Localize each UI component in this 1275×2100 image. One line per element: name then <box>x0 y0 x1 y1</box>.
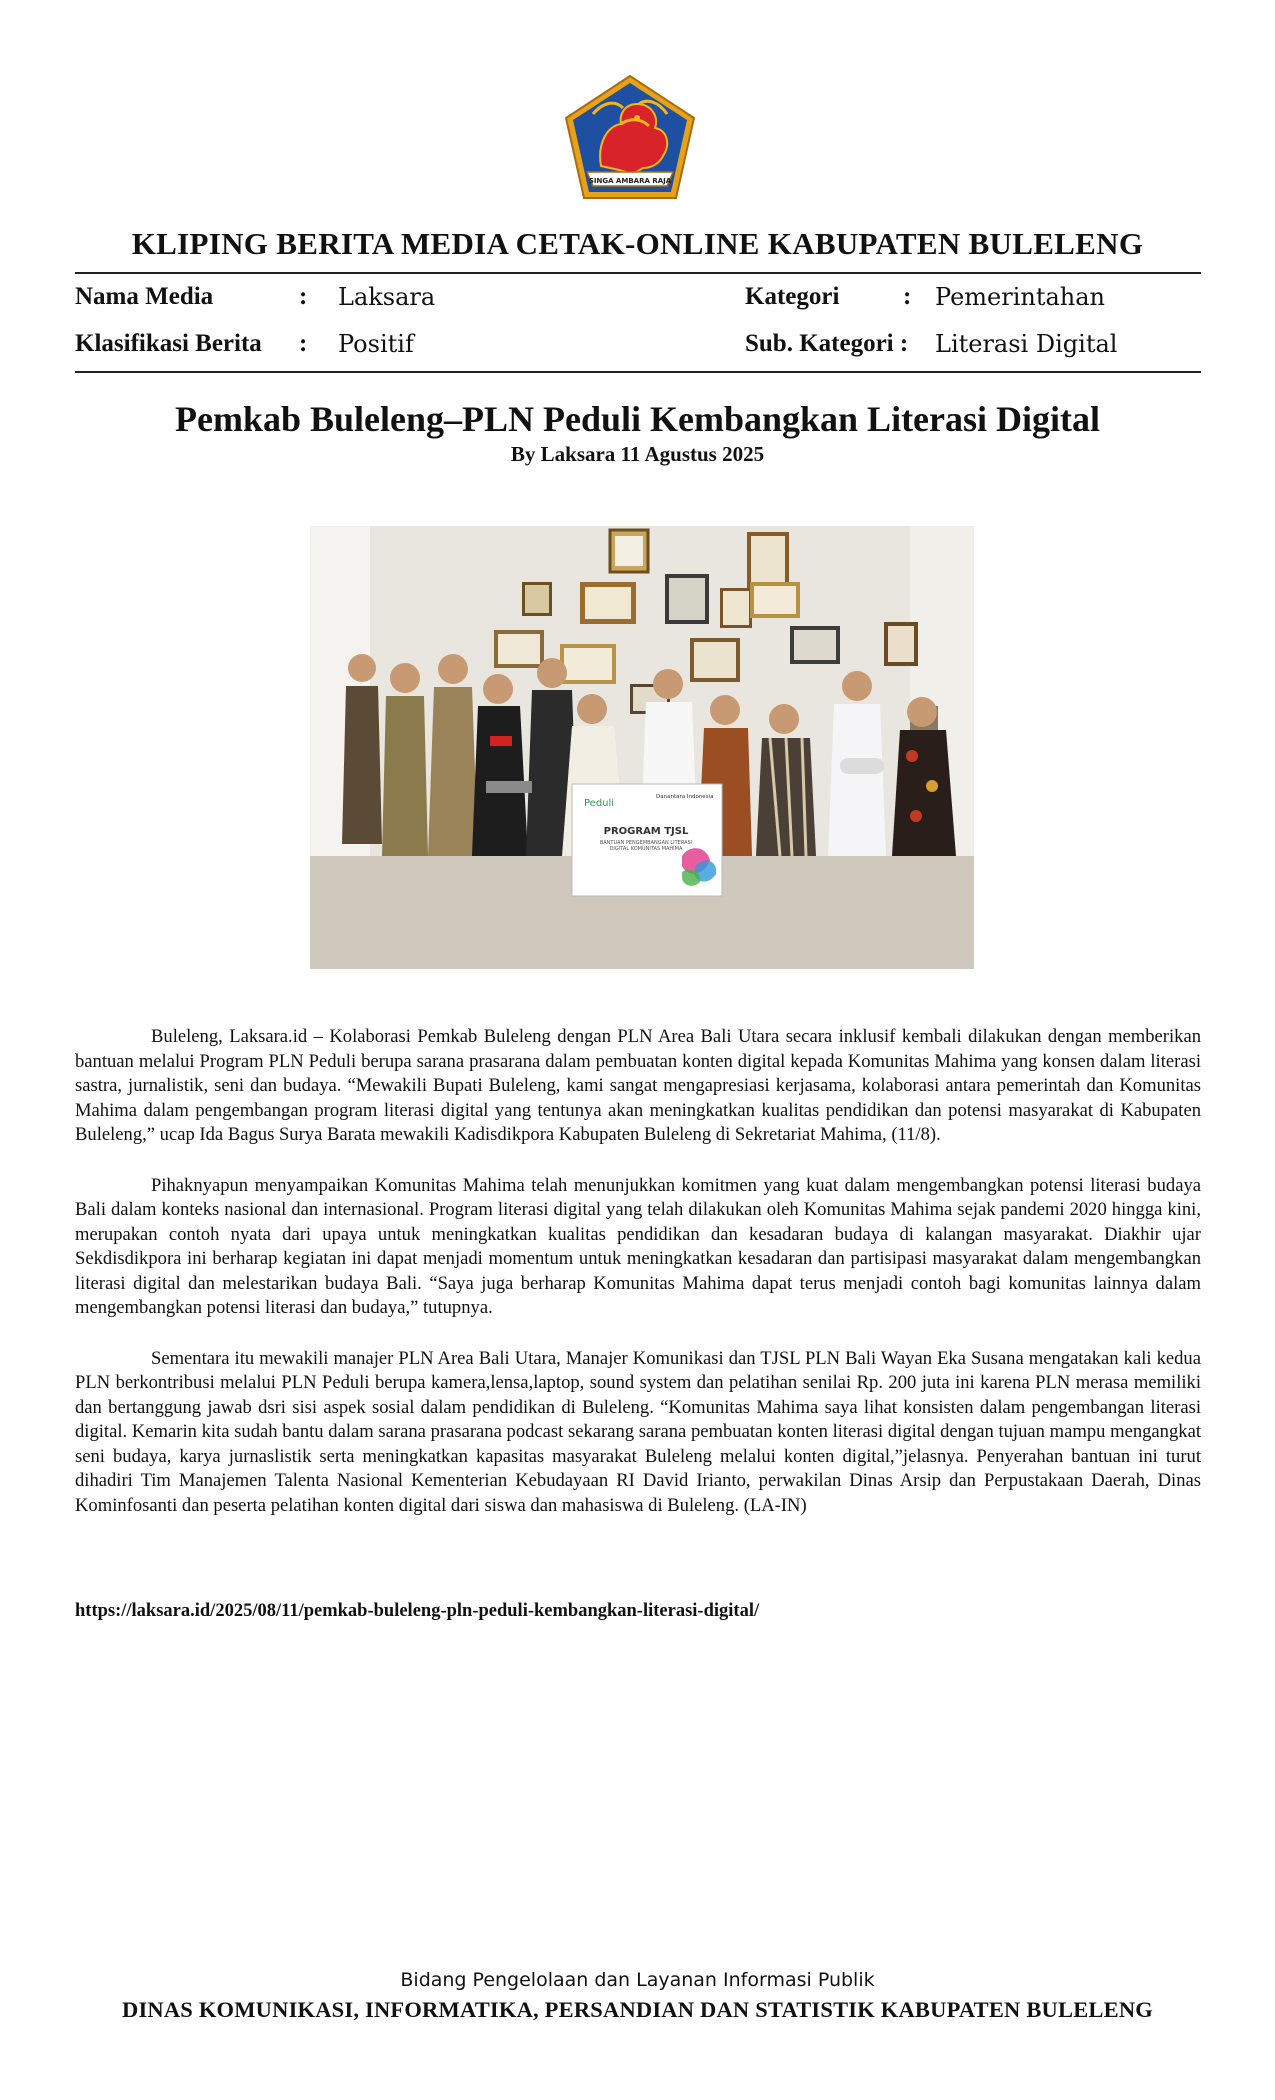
subcategory-label: Sub. Kategori : <box>745 330 909 357</box>
crest-motto: SINGA AMBARA RAJA <box>588 177 672 185</box>
source-link[interactable]: https://laksara.id/2025/08/11/pemkab-buleleng-pln-peduli-kembangkan-literasi-digital/ <box>75 1601 760 1621</box>
article-paragraph: Pihaknyapun menyampaikan Komunitas Mahima telah menunjukkan komitmen yang kuat dalam mengembangkan potensi literasi budaya Bali dalam konteks nasional dan internasional. Program literasi digital yang telah dilakukan oleh Komunitas Mahima sejak pandemi 2020 hingga kini, merupakan contoh nyata dari upaya untuk meningkatkan kualitas pendidikan dan kesadaran budaya di kalangan masyarakat. Diakhir ujar Sekdisdikpora ini berharap kegiatan ini dapat menjadi momentum untuk meningkatkan kesadaran dan partisipasi masyarakat dalam mengembangkan literasi digital dan melestarikan budaya Bali. “Saya juga berharap Komunitas Mahima dapat terus menjadi contoh bagi komunitas lainnya dalam mengembangkan potensi literasi dan budaya,” tutupnya. <box>75 1174 1201 1318</box>
media-name-value: Laksara <box>338 283 436 311</box>
article-body <box>75 1025 1201 1544</box>
category-label: Kategori <box>745 283 840 310</box>
document-header-title: KLIPING BERITA MEDIA CETAK-ONLINE KABUPATEN BULELENG <box>131 226 1144 261</box>
footer-title: DINAS KOMUNIKASI, INFORMATIKA, PERSANDIAN DAN STATISTIK KABUPATEN BULELENG <box>122 1997 1153 2022</box>
meta-row-media <box>0 283 1275 323</box>
header-divider <box>75 272 1201 274</box>
buleleng-crest-icon <box>563 74 697 202</box>
program-banner <box>572 784 722 896</box>
article-paragraph: Buleleng, Laksara.id – Kolaborasi Pemkab Buleleng dengan PLN Area Bali Utara secara inklusif kembali dilakukan dengan memberikan bantuan melalui Program PLN Peduli berupa sarana prasarana dalam pembuatan konten digital kepada Komunitas Mahima yang konsen dalam literasi sastra, jurnalistik, seni dan budaya. “Mewakili Bupati Buleleng, kami sangat mengapresiasi kerjasama, kolaborasi antara pemerintah dan Komunitas Mahima dalam pengembangan program literasi digital yang tentunya akan meningkatkan kualitas pendidikan dan potensi masyarakat di Kabupaten Buleleng,” ucap Ida Bagus Surya Barata mewakili Kadisdikpora Kabupaten Buleleng di Sekretariat Mahima, (11/8). <box>75 1026 1201 1145</box>
classification-label: Klasifikasi Berita <box>75 330 262 357</box>
classification-value: Positif <box>338 330 414 358</box>
banner-brand: Peduli <box>584 798 615 809</box>
article-paragraph: Sementara itu mewakili manajer PLN Area Bali Utara, Manajer Komunikasi dan TJSL PLN Bali Wayan Eka Susana mengatakan kali kedua PLN berkontribusi melalui PLN Peduli berupa kamera,lensa,laptop, sound system dan pelatihan senilai Rp. 200 juta ini karena PLN merasa memiliki dan bertanggung jawab dsri sisi aspek sosial dalam pendidikan di Buleleng. “Komunitas Mahima saya lihat konsisten dalam pengembangan literasi digital. Kemarin kita sudah bantu dalam sarana prasarana podcast sekarang sarana pembuatan konten literasi digital dengan tujuan mampu mengangkat seni budaya, karya jurnaslistik serta meningkatkan kapasitas masyarakat Buleleng melalui konten digital,”jelasnya. Penyerahan bantuan ini turut dihadiri Tim Manajemen Talenta Nasional Kementerian Kebudayaan RI David Irianto, perwakilan Dinas Arsip dan Perpustakaan Daerah, Dinas Kominfosanti dan peserta pelatihan konten digital dari siswa dan mahasiswa di Buleleng. (LA-IN) <box>75 1347 1201 1516</box>
meta-divider <box>75 371 1201 373</box>
banner-brand-2: Danantara Indonesia <box>656 794 714 800</box>
media-name-colon: : <box>299 283 308 310</box>
media-name-label: Nama Media <box>75 283 214 310</box>
banner-subtitle: BANTUAN PENGEMBANGAN LITERASI DIGITAL KOMUNITAS MAHIMA <box>599 840 693 852</box>
category-colon: : <box>903 283 912 310</box>
article-title: Pemkab Buleleng–PLN Peduli Kembangkan Literasi Digital <box>174 399 1101 439</box>
article-photo <box>310 526 974 969</box>
footer-subtitle: Bidang Pengelolaan dan Layanan Informasi Publik <box>400 1969 875 1991</box>
meta-row-classification <box>0 330 1275 370</box>
article-byline: By Laksara 11 Agustus 2025 <box>510 442 765 466</box>
classification-colon: : <box>299 330 308 357</box>
banner-title: PROGRAM TJSL <box>603 826 689 837</box>
subcategory-value: Literasi Digital <box>935 330 1118 358</box>
category-value: Pemerintahan <box>935 283 1106 311</box>
